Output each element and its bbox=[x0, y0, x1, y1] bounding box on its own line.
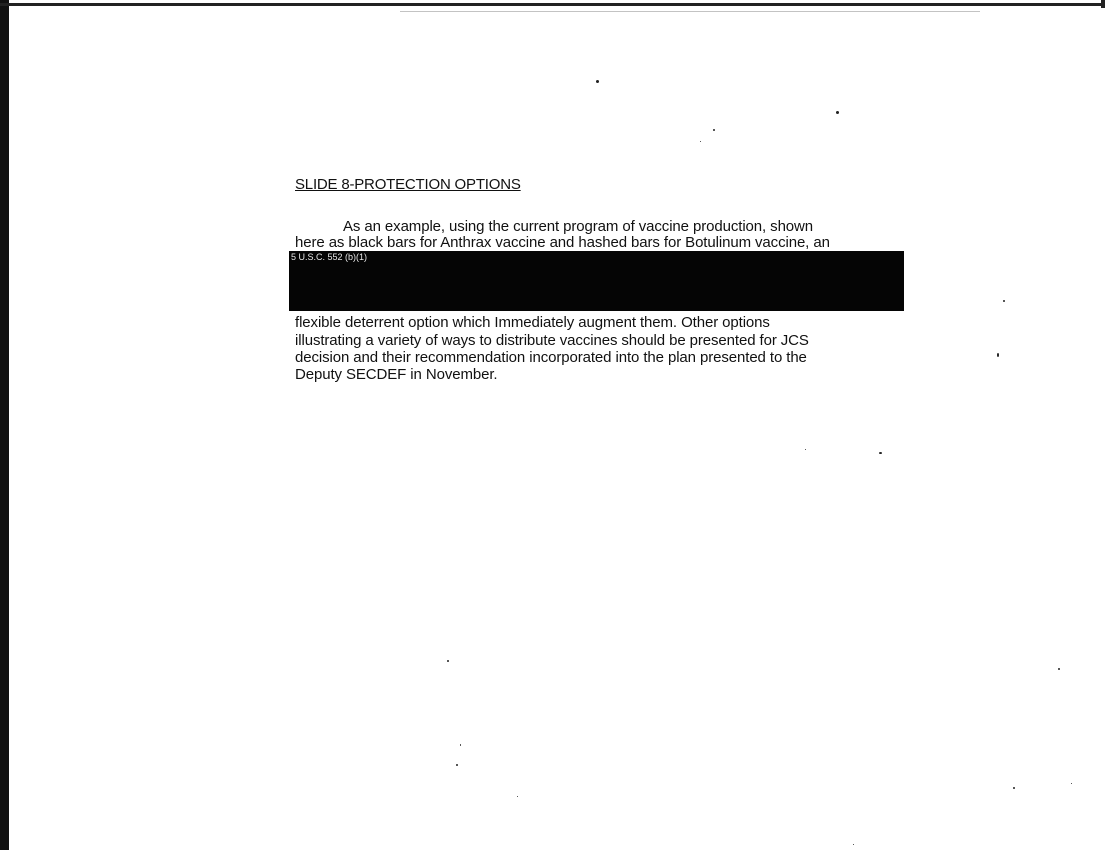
scan-speck bbox=[700, 141, 701, 142]
scan-left-border bbox=[0, 0, 9, 850]
scan-corner-mark bbox=[1101, 0, 1105, 8]
redaction-label: 5 U.S.C. 552 (b)(1) bbox=[291, 252, 368, 262]
slide-heading: SLIDE 8-PROTECTION OPTIONS bbox=[295, 176, 521, 193]
paragraph-line: Deputy SECDEF in November. bbox=[295, 366, 498, 383]
scan-speck bbox=[517, 796, 518, 797]
scan-speck bbox=[1013, 787, 1015, 789]
paragraph-line: decision and their recommendation incorporated into the plan presented to the bbox=[295, 349, 807, 366]
paragraph-line: As an example, using the current program of vaccine production, shown bbox=[343, 218, 814, 235]
scan-speck bbox=[1058, 668, 1060, 670]
paragraph-line: here as black bars for Anthrax vaccine and hashed bars for Botulinum vaccine, an bbox=[295, 234, 830, 251]
scan-speck bbox=[1071, 783, 1072, 784]
redaction-block bbox=[289, 251, 904, 311]
scan-speck bbox=[713, 129, 715, 131]
scan-top-border bbox=[0, 3, 1104, 6]
paragraph-line: illustrating a variety of ways to distribute vaccines should be presented for JCS bbox=[295, 332, 809, 349]
scan-top-artifact bbox=[400, 11, 980, 12]
scan-speck bbox=[836, 111, 839, 114]
scan-speck bbox=[1003, 300, 1005, 302]
scan-speck bbox=[456, 764, 458, 766]
scan-speck bbox=[997, 353, 999, 357]
scan-speck bbox=[853, 844, 854, 845]
scan-speck bbox=[460, 744, 461, 746]
scan-speck bbox=[879, 452, 882, 454]
scan-speck bbox=[805, 449, 806, 450]
paragraph-line: flexible deterrent option which Immediately augment them. Other options bbox=[295, 314, 770, 331]
scan-speck bbox=[447, 660, 449, 662]
scan-speck bbox=[596, 80, 599, 83]
